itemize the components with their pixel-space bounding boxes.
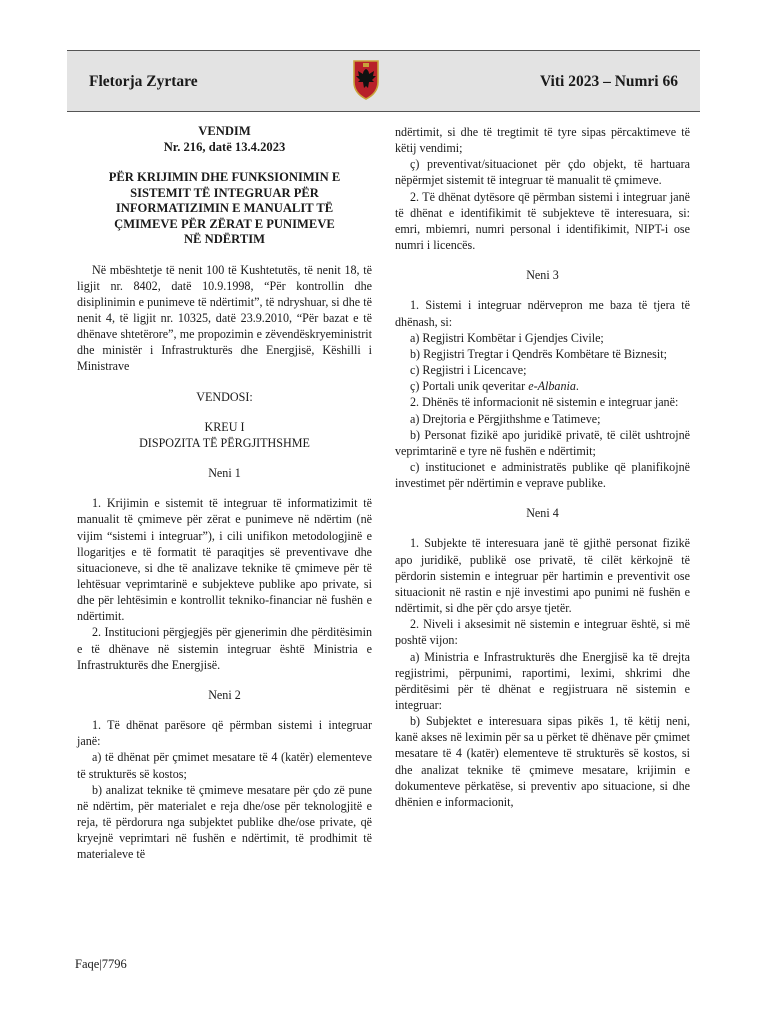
e-albania-portal: e-Albania (528, 379, 576, 394)
article-4-paragraph-2: 2. Niveli i aksesimit në sistemin e integruar është, si më poshtë vijon: (395, 617, 690, 648)
article-3-paragraph-2: 2. Dhënës të informacionit në sistemin e integruar janë: (410, 395, 679, 410)
decision-heading (77, 124, 372, 248)
decision-title-line: INFORMATIZIMIN E MANUALIT TË (115, 201, 334, 215)
vendosi-heading: VENDOSI: (196, 389, 253, 404)
albania-coat-of-arms-icon (352, 60, 380, 100)
article-1-paragraph-2: 2. Institucioni përgjegjës për gjenerimin dhe përditësimin e të dhënave në sistemin integruar është Ministria e Infrastrukturës dhe Energjisë. (77, 625, 372, 672)
gazette-header (67, 50, 700, 112)
article-3-item-cc-text: ç) Portali unik qeveritar (410, 379, 529, 394)
article-3-item-a: a) Regjistri Kombëtar i Gjendjes Civile; (410, 330, 604, 345)
article-2-paragraph-1: 1. Të dhënat parësore që përmban sistemi i integruar janë: (77, 718, 372, 749)
decision-title-line: ÇMIMEVE PËR ZËRAT E PUNIMEVE (114, 216, 335, 231)
article-2-paragraph-2: 2. Të dhënat dytësore që përmban sistemi i integruar janë të dhënat e identifikimit të subjekteve të interesuara, si: emri, mbiemri, numri personal i identifikimit, NIPT-i ose numri i licencës. (395, 189, 690, 253)
decision-title-line: PËR KRIJIMIN DHE FUNKSIONIMIN E (108, 170, 341, 184)
decision-title-line: NË NDËRTIM (183, 232, 266, 246)
article-2-item-b-continued: ndërtimit, si dhe të tregtimit të tyre sipas përcaktimeve të këtij vendimi; (395, 125, 690, 156)
right-column (395, 124, 690, 810)
left-column (77, 124, 372, 863)
decision-number: Nr. 216, datë 13.4.2023 (163, 139, 286, 154)
page-number: Faqe|7796 (75, 957, 127, 971)
article-4-heading: Neni 4 (526, 506, 559, 521)
decision-label: VENDIM (198, 124, 251, 138)
chapter-title: DISPOZITA TË PËRGJITHSHME (139, 435, 310, 450)
article-3-2-item-b: b) Personat fizikë apo juridikë privatë, të cilët ushtrojnë veprimtarinë e tyre në fushën e ndërtimit; (395, 427, 690, 458)
article-1-paragraph-1: 1. Krijimin e sistemit të integruar të informatizimit të manualit të çmimeve për zërat e punimeve në ndërtim (në vijim “sistemi i integruar”), i cili unifikon metodologjinë e llogaritjes e të formatit të paraqitjes së preventivave dhe situacioneve, si dhe të analizave teknike të çmimeve për të lehtësuar veprimtarinë e subjekteve publike apo private, si dhe për lehtësimin e kontrollit tekniko-financiar në fushën e ndërtimit. (77, 496, 372, 624)
decision-title-line: SISTEMIT TË INTEGRUAR PËR (130, 185, 319, 200)
article-1-heading: Neni 1 (208, 466, 241, 481)
chapter-heading: KREU I (204, 419, 245, 434)
article-3-2-item-a: a) Drejtoria e Përgjithshme e Tatimeve; (410, 411, 601, 426)
gazette-name: Fletorja Zyrtare (89, 73, 198, 90)
article-4-paragraph-1: 1. Subjekte të interesuara janë të gjithë personat fizikë apo juridikë, publikë ose privatë, të cilët kërkojnë të përdorin sistemin e integruar për hartimin e preventivit ose situacionit në rastin e një investimi apo punimi në fushën e ndërtimit, si dhe për çdo arsye tjetër. (395, 536, 690, 616)
preamble: Në mbështetje të nenit 100 të Kushtetutës, të nenit 18, të ligjit nr. 8402, datë 10.9.1998, “Për kontrollin dhe disiplinimin e punimeve të ndërtimit”, të ndryshuar, si dhe të nenit 4, të ligjit nr. 10325, datë 23.9.2010, “Për bazat e të dhënave shtetërore”, me propozimin e zëvendëskryeministrit dhe ministër i Infrastrukturës dhe Energjisë, Këshilli i Ministrave (77, 262, 372, 374)
article-3-heading: Neni 3 (526, 268, 559, 283)
article-3-paragraph-1: 1. Sistemi i integruar ndërvepron me baza të tjera të dhënash, si: (395, 298, 690, 329)
article-2-heading: Neni 2 (208, 687, 241, 702)
article-3-item-cc-end: . (575, 379, 579, 394)
article-3-2-item-c: c) institucionet e administratës publike që planifikojnë investimet për ndërtimin e veprave publike. (395, 459, 690, 491)
article-4-item-b: b) Subjektet e interesuara sipas pikës 1, të këtij neni, kanë akses në leximin për sa u përket të dhënave për çmimet mesatare të 4 (katër) elementeve të strukturës së kostos, si dhe analizat teknike të çmimeve mesatare, krijimin e dokumenteve përkatëse, si preventiv apo situacione, si dhe dhënien e informacionit, (395, 714, 690, 809)
article-3-item-c: c) Regjistri i Licencave; (410, 363, 527, 378)
article-4-item-a: a) Ministria e Infrastrukturës dhe Energjisë ka të drejta regjistrimi, përpunimi, raportimi, leximi, shkrimi dhe përditësimi për të dhënat e regjistruara në sistemin e integruar: (395, 649, 690, 712)
article-2-item-a: a) të dhënat për çmimet mesatare të 4 (katër) elementeve të strukturës së kostos; (77, 750, 372, 781)
article-3-item-b: b) Regjistri Tregtar i Qendrës Kombëtare të Biznesit; (410, 346, 667, 361)
article-2-item-c: ç) preventivat/situacionet për çdo objekt, të hartuara nëpërmjet sistemit të integruar të manualit të çmimeve. (395, 157, 690, 188)
article-3-item-cc (395, 378, 690, 394)
article-2-item-b: b) analizat teknike të çmimeve mesatare për çdo zë pune në ndërtim, për materialet e reja dhe/ose për teknologjitë e reja, të përdorura nga subjektet publike dhe/ose private, që kryejnë veprimtari në fushën e ndërtimit, të prodhimit të materialeve të (77, 782, 372, 862)
issue-number: Viti 2023 – Numri 66 (539, 73, 678, 90)
